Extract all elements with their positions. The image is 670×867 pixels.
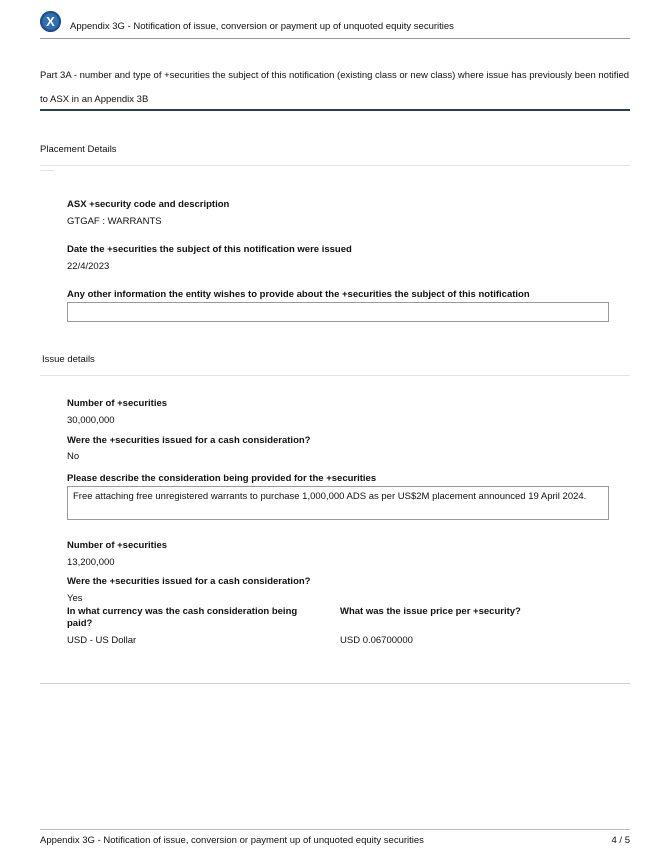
consideration-description-label: Please describe the consideration being provided for the +securities bbox=[67, 473, 377, 484]
header-divider bbox=[40, 38, 630, 39]
asx-logo bbox=[40, 11, 61, 32]
other-info-field[interactable] bbox=[67, 302, 609, 322]
security-code-value: GTGAF : WARRANTS bbox=[67, 216, 162, 227]
issue-price-label: What was the issue price per +security? bbox=[340, 606, 521, 617]
footer-title: Appendix 3G - Notification of issue, conversion or payment up of unquoted equity securities bbox=[40, 835, 424, 846]
section-marker bbox=[40, 170, 54, 171]
footer-divider bbox=[40, 829, 630, 830]
issue-date-value: 22/4/2023 bbox=[67, 261, 110, 272]
issue-date-label: Date the +securities the subject of this notification were issued bbox=[67, 244, 352, 255]
issue-section-title: Issue details bbox=[42, 354, 95, 365]
security-code-label: ASX +security code and description bbox=[67, 199, 230, 210]
other-info-label: Any other information the entity wishes to provide about the +securities the subject of this notification bbox=[67, 289, 530, 300]
placement-section-title: Placement Details bbox=[40, 144, 117, 155]
placement-section-divider bbox=[40, 165, 630, 166]
consideration-description-field[interactable]: Free attaching free unregistered warrants to purchase 1,000,000 ADS as per US$2M placement announced 19 April 2024. bbox=[67, 486, 609, 520]
currency-label: In what currency was the cash consideration being paid? bbox=[67, 606, 298, 629]
issue-price-value: USD 0.06700000 bbox=[340, 635, 413, 646]
asx-logo-icon bbox=[40, 11, 61, 32]
page-number: 4 / 5 bbox=[611, 835, 630, 846]
number-securities-value: 30,000,000 bbox=[67, 415, 115, 426]
number-securities-label: Number of +securities bbox=[67, 398, 168, 409]
content-end-divider bbox=[40, 683, 630, 684]
cash-consideration-label: Were the +securities issued for a cash consideration? bbox=[67, 435, 311, 446]
header-title: Appendix 3G - Notification of issue, conversion or payment up of unquoted equity securities bbox=[70, 21, 454, 32]
cash-consideration-value: No bbox=[67, 451, 80, 462]
part-divider bbox=[40, 109, 630, 111]
logo-letter: X bbox=[46, 14, 55, 29]
part-heading: Part 3A - number and type of +securities the subject of this notification (existing class or new class) where issue has previously been notified to ASX in an Appendix 3B bbox=[40, 70, 630, 105]
number-securities-label: Number of +securities bbox=[67, 540, 168, 551]
cash-consideration-value: Yes bbox=[67, 593, 83, 604]
currency-value: USD - US Dollar bbox=[67, 635, 137, 646]
number-securities-value: 13,200,000 bbox=[67, 557, 115, 568]
issue-section-divider bbox=[40, 375, 630, 376]
cash-consideration-label: Were the +securities issued for a cash consideration? bbox=[67, 576, 311, 587]
